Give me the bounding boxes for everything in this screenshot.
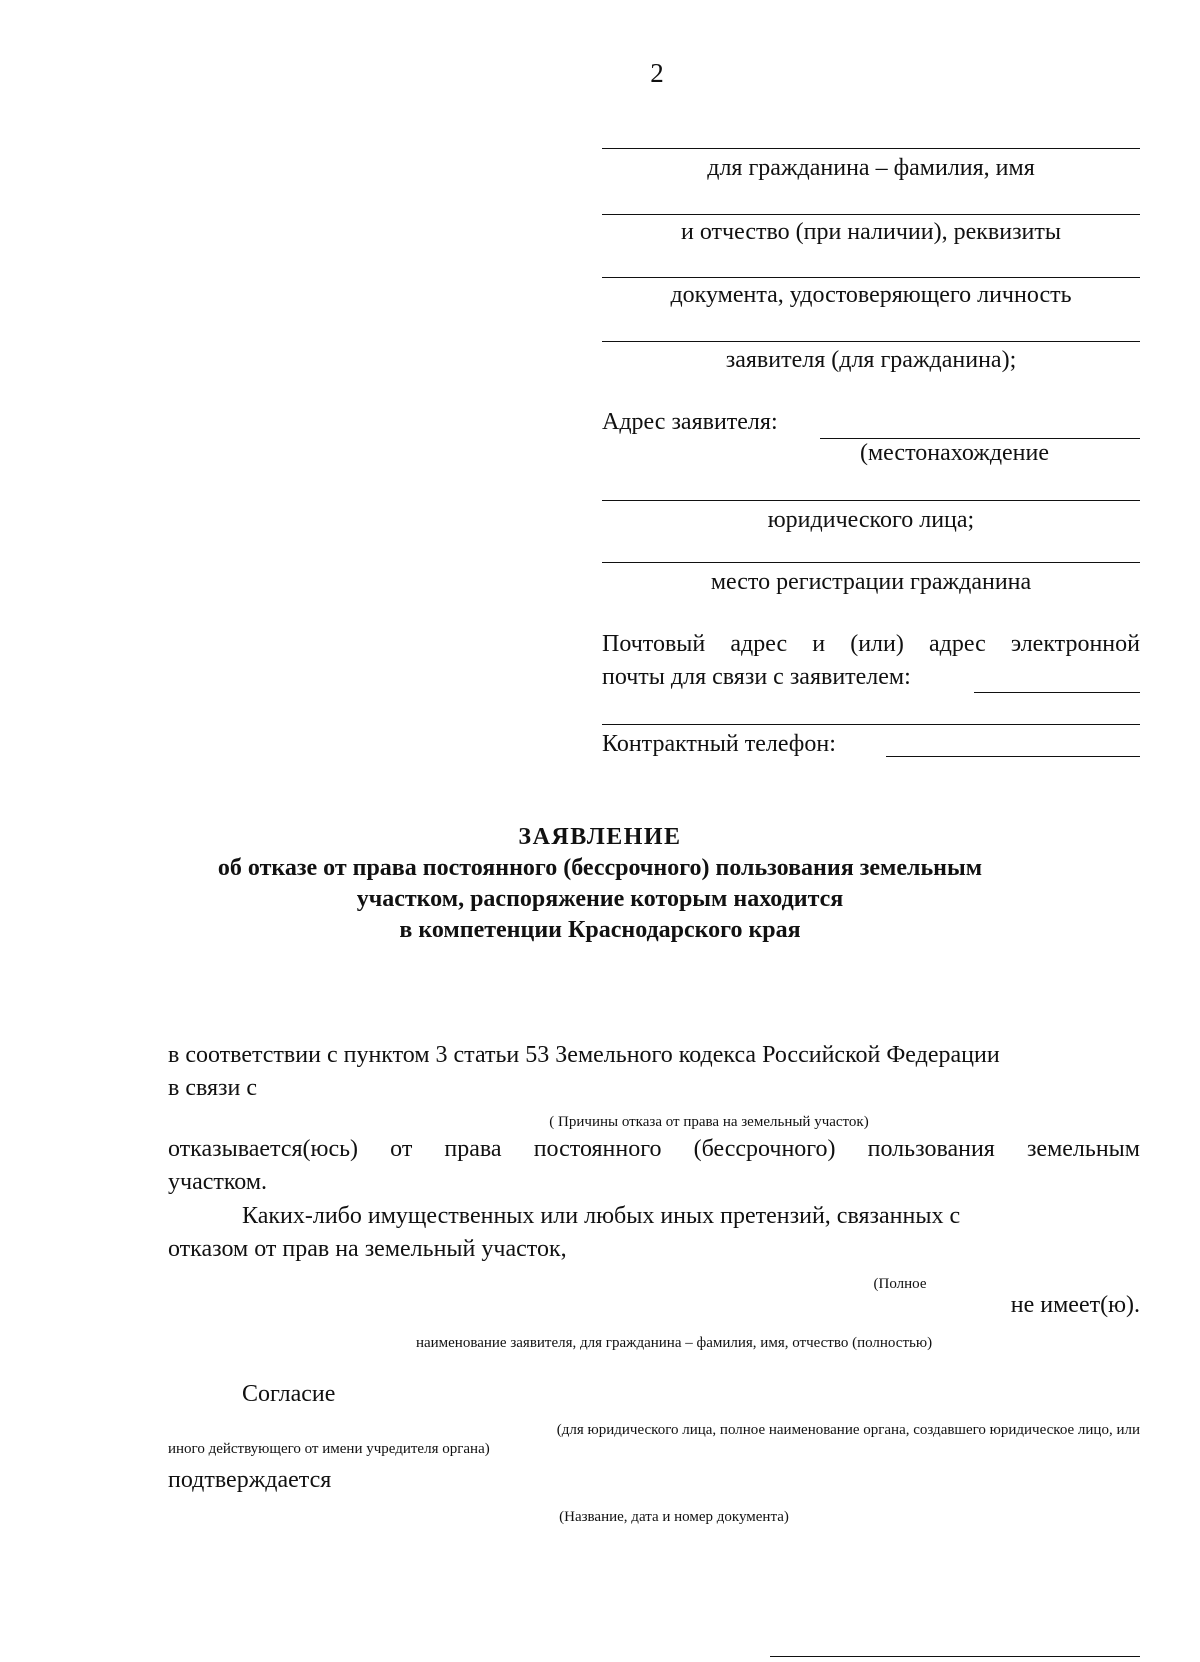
legal-basis-line: в соответствии с пунктом 3 статьи 53 Земельного кодекса Российской Федерации: [168, 1042, 1000, 1068]
page-number: 2: [650, 58, 664, 88]
address-hint-registration: место регистрации гражданина: [710, 569, 1032, 595]
consent-caption-line-2: иного действующего от имени учредителя органа): [168, 1441, 490, 1457]
signature-line[interactable]: [770, 1656, 1140, 1657]
document-reference-caption: (Название, дата и номер документа): [559, 1509, 789, 1525]
fullname-caption: наименование заявителя, для гражданина – фамилия, имя, отчество (полностью): [415, 1335, 933, 1351]
address-label: Адрес заявителя:: [602, 409, 778, 435]
refusal-line-1: отказывается(юсь) от права постоянного (бессрочного) пользования земельным: [168, 1136, 1140, 1162]
phone-field-line[interactable]: [886, 756, 1140, 757]
postal-address-field-line[interactable]: [974, 692, 1140, 693]
no-claims-text: не имеет(ю).: [1010, 1292, 1140, 1318]
refusal-line-2: участком.: [168, 1169, 268, 1195]
applicant-caption-2: и отчество (при наличии), реквизиты: [680, 219, 1062, 245]
phone-label: Контрактный телефон:: [602, 731, 836, 757]
address-legal-entity-line[interactable]: [602, 500, 1140, 501]
fullname-caption-start: (Полное: [873, 1276, 927, 1292]
applicant-patronymic-line[interactable]: [602, 214, 1140, 215]
claims-line-2: отказом от прав на земельный участок,: [168, 1236, 567, 1262]
postal-address-extra-line[interactable]: [602, 724, 1140, 725]
document-subtitle-line-2: участком, распоряжение которым находится: [356, 886, 844, 912]
document-title: ЗАЯВЛЕНИЕ: [518, 824, 682, 850]
address-hint-location: (местонахождение: [860, 440, 1050, 466]
consent-caption-line-1: (для юридического лица, полное наименование органа, создавшего юридическое лицо, или: [556, 1422, 1140, 1438]
reason-caption: ( Причины отказа от права на земельный участок): [549, 1114, 869, 1130]
postal-address-label-line-2: почты для связи с заявителем:: [602, 664, 911, 690]
claims-line-1: Каких-либо имущественных или любых иных претензий, связанных с: [242, 1203, 961, 1229]
applicant-name-line[interactable]: [602, 148, 1140, 149]
applicant-caption-3: документа, удостоверяющего личность: [670, 282, 1072, 308]
reason-prefix: в связи с: [168, 1075, 258, 1101]
address-registration-line[interactable]: [602, 562, 1140, 563]
applicant-document-line[interactable]: [602, 277, 1140, 278]
confirmed-label: подтверждается: [168, 1467, 332, 1493]
applicant-identity-line[interactable]: [602, 341, 1140, 342]
applicant-caption-1: для гражданина – фамилия, имя: [707, 155, 1035, 181]
document-subtitle-line-3: в компетенции Краснодарского края: [399, 917, 801, 943]
applicant-caption-4: заявителя (для гражданина);: [725, 347, 1017, 373]
consent-label: Согласие: [242, 1381, 336, 1407]
postal-address-label-line-1: Почтовый адрес и (или) адрес электронной: [602, 631, 1140, 657]
document-subtitle-line-1: об отказе от права постоянного (бессрочного) пользования земельным: [217, 855, 983, 881]
address-hint-legal-entity: юридического лица;: [767, 507, 975, 533]
